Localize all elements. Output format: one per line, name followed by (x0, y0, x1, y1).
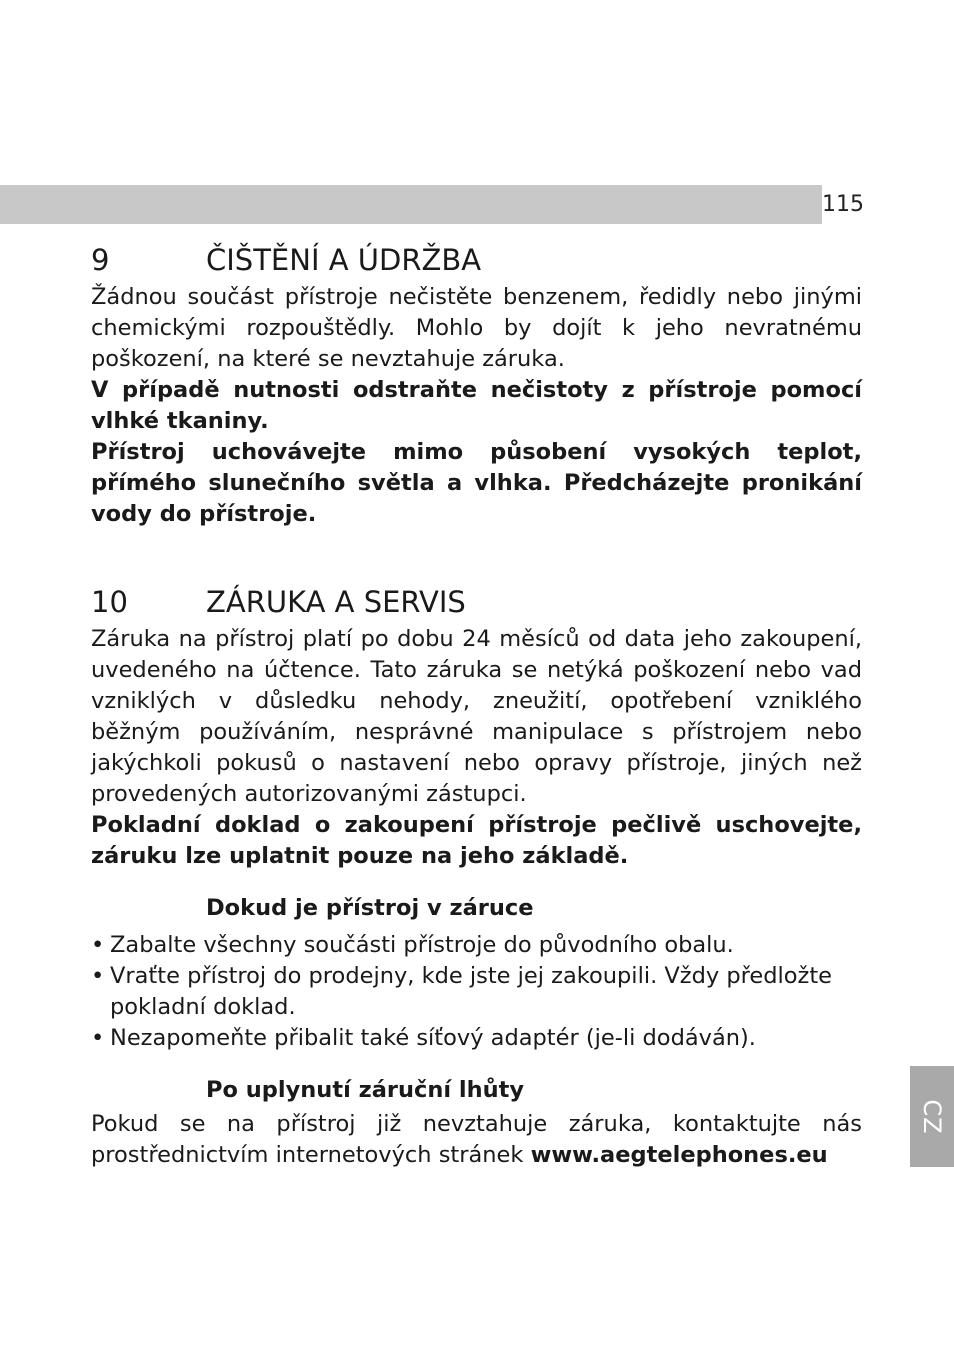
bullet-list (91, 930, 862, 1054)
paragraph-bold: V případě nutnosti odstraňte nečistoty z přístroje pomocí vlhké tkaniny. (91, 377, 862, 434)
section-title: ČIŠTĚNÍ A ÚDRŽBA (206, 243, 482, 277)
section-heading (91, 583, 862, 621)
list-item-text: Vraťte přístroj do prodejny, kde jste jej zakoupili. Vždy předložte pokladní doklad. (110, 963, 832, 1020)
bullet-icon: • (91, 963, 105, 989)
subheading: Dokud je přístroj v záruce (206, 895, 534, 921)
bullet-icon: • (91, 932, 105, 958)
header-bar (0, 185, 822, 224)
list-item (91, 1023, 862, 1054)
language-tab (910, 1066, 954, 1167)
bullet-icon: • (91, 1025, 105, 1051)
language-tab-label: CZ (918, 1098, 946, 1135)
paragraph-bold: Přístroj uchovávejte mimo působení vysokých teplot, přímého slunečního světla a vlhka. Předcházejte pronikání vody do přístroje. (91, 439, 862, 527)
list-item (91, 930, 862, 961)
section-title: ZÁRUKA A SERVIS (206, 585, 466, 619)
section-number: 9 (91, 243, 110, 277)
website-link[interactable]: www.aegtelephones.eu (530, 1142, 828, 1168)
section-cleaning (91, 241, 862, 530)
subheading: Po uplynutí záruční lhůty (206, 1077, 525, 1103)
list-item (91, 961, 862, 1023)
paragraph-bold: Pokladní doklad o zakoupení přístroje pečlivě uschovejte, záruku lze uplatnit pouze na jeho základě. (91, 812, 862, 869)
paragraph (91, 1109, 862, 1171)
section-number: 10 (91, 585, 128, 619)
paragraph: Žádnou součást přístroje nečistěte benzenem, ředidly nebo jinými chemickými rozpouštědly. Mohlo by dojít k jeho nevratnému poškození, na které se nevztahuje záruka. (91, 284, 862, 372)
list-item-text: Zabalte všechny součásti přístroje do původního obalu. (110, 932, 734, 958)
paragraph: Záruka na přístroj platí po dobu 24 měsíců od data jeho zakoupení, uvedeného na účtence. Tato záruka se netýká poškození nebo vad vzniklých v důsledku nehody, zneužití, opotřebení vzniklého běžným používáním, nesprávné manipulace s přístrojem nebo jakýchkoli pokusů o nastavení nebo opravy přístroje, jiných než provedených autorizovanými zástupci. (91, 626, 862, 807)
paragraph-text: Pokud se na přístroj již nevztahuje záruka, kontaktujte nás prostřednictvím internetových stránek (91, 1111, 862, 1168)
section-warranty (91, 583, 862, 1171)
page-number: 115 (822, 192, 864, 217)
section-heading (91, 241, 862, 279)
list-item-text: Nezapomeňte přibalit také síťový adaptér (je-li dodáván). (110, 1025, 756, 1051)
